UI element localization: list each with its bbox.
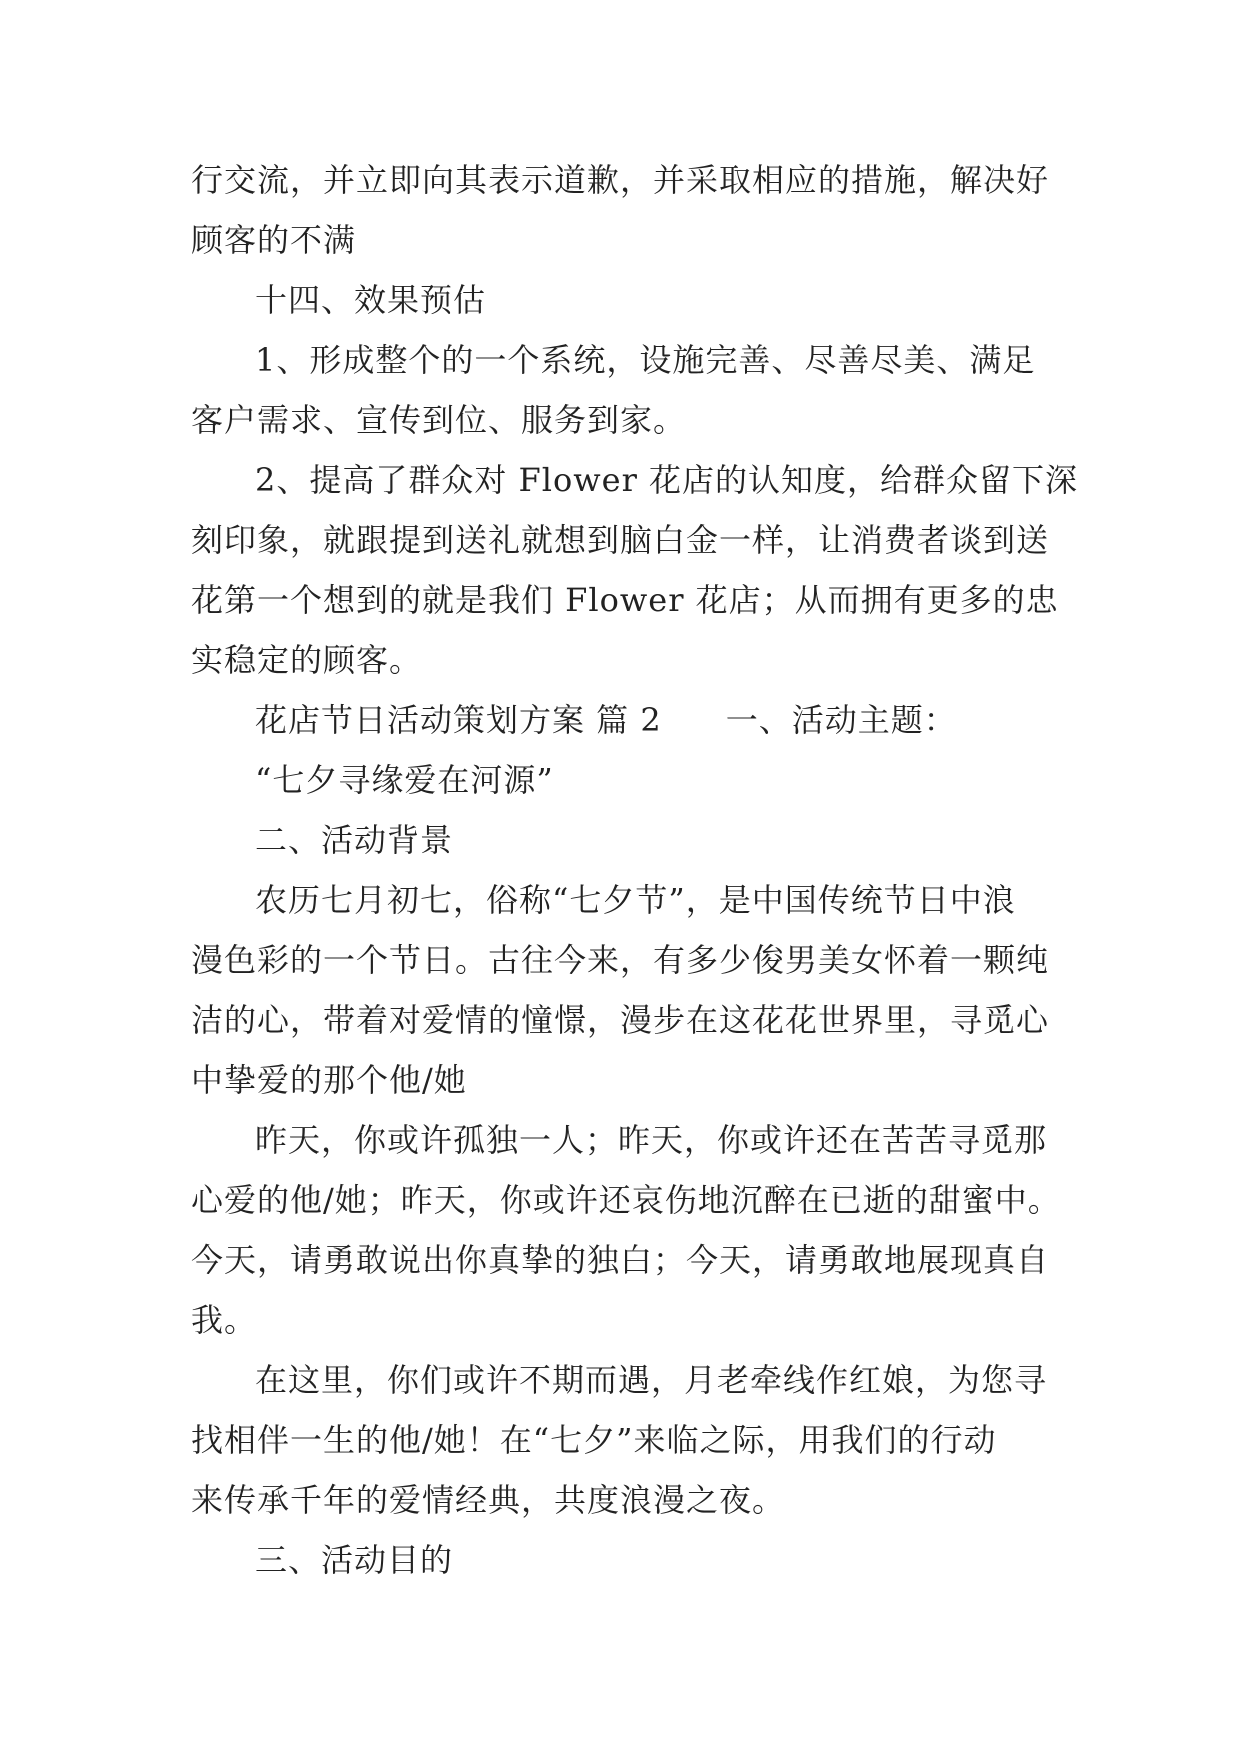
section-heading: 三、活动目的 (255, 1541, 454, 1579)
paragraph-line: 客户需求、宣传到位、服务到家。 (191, 401, 687, 439)
paragraph-line: 我。 (191, 1301, 258, 1339)
paragraph-line: 农历七月初七，俗称“七夕节”，是中国传统节日中浪 (255, 881, 1016, 919)
paragraph-line: 行交流，并立即向其表示道歉，并采取相应的措施，解决好 (191, 161, 1050, 199)
paragraph-line: 中挚爱的那个他/她 (191, 1061, 467, 1099)
paragraph-line: 昨天，你或许孤独一人；昨天，你或许还在苦苦寻觅那 (255, 1121, 1048, 1159)
section-heading: 十四、效果预估 (255, 281, 487, 319)
paragraph-line: 洁的心，带着对爱情的憧憬，漫步在这花花世界里，寻觅心 (191, 1001, 1050, 1039)
paragraph-line: 漫色彩的一个节日。古往今来，有多少俊男美女怀着一颗纯 (191, 941, 1050, 979)
paragraph-line: 今天，请勇敢说出你真挚的独白；今天，请勇敢地展现真自 (191, 1241, 1050, 1279)
section-heading: 一、活动主题： (725, 701, 957, 739)
paragraph-line: 实稳定的顾客。 (191, 641, 423, 679)
theme-title: “七夕寻缘爱在河源” (255, 761, 554, 799)
paragraph-line: 2、提高了群众对 Flower 花店的认知度，给群众留下深 (255, 461, 1079, 499)
paragraph-line: 1、形成整个的一个系统，设施完善、尽善尽美、满足 (255, 341, 1036, 379)
paragraph-line: 找相伴一生的他/她！在“七夕”来临之际，用我们的行动 (191, 1421, 997, 1459)
paragraph-line: 刻印象，就跟提到送礼就想到脑白金一样，让消费者谈到送 (191, 521, 1050, 559)
paragraph-line: 在这里，你们或许不期而遇，月老牵线作红娘，为您寻 (255, 1361, 1048, 1399)
section-heading: 二、活动背景 (255, 821, 454, 859)
document-body (191, 150, 1079, 1590)
paragraph-line: 来传承千年的爱情经典，共度浪漫之夜。 (191, 1481, 786, 1519)
paragraph-line: 花第一个想到的就是我们 Flower 花店；从而拥有更多的忠 (191, 581, 1059, 619)
article-heading-line (191, 690, 1071, 750)
article-title: 花店节日活动策划方案 篇 2 (255, 701, 662, 739)
paragraph-line: 顾客的不满 (191, 221, 357, 259)
paragraph-line: 心爱的他/她；昨天，你或许还哀伤地沉醉在已逝的甜蜜中。 (191, 1181, 1061, 1219)
